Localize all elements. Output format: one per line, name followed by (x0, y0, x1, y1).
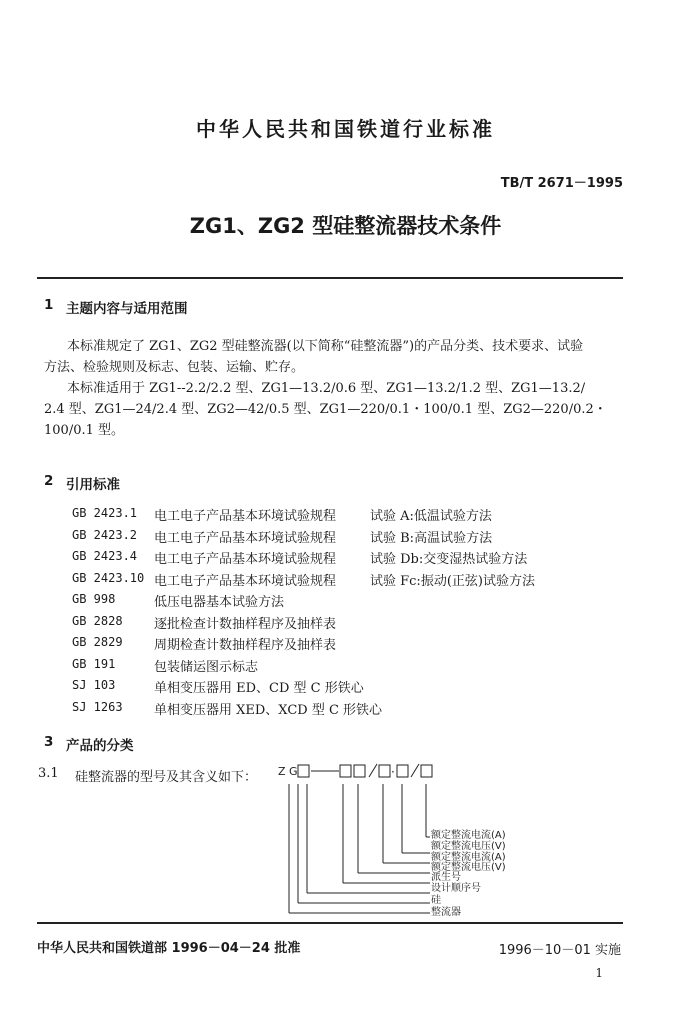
section-3-number: 3 (44, 734, 54, 750)
subsection-3-1-text: 硅整流器的型号及其含义如下： (75, 770, 258, 785)
legend-label: 硅 (431, 895, 441, 906)
reference-test: 试验 B:高温试验方法 (370, 531, 493, 546)
reference-code: GB 2423.1 (72, 506, 138, 520)
reference-name: 单相变压器用 ED、CD 型 C 形铁心 (154, 681, 364, 696)
model-prefix: Z G (278, 765, 298, 778)
section-2-number: 2 (44, 473, 54, 489)
reference-name: 低压电器基本试验方法 (154, 595, 285, 610)
reference-code: GB 2829 (72, 635, 123, 649)
reference-name: 电工电子产品基本环境试验规程 (154, 552, 337, 567)
reference-code: GB 2423.2 (72, 528, 138, 542)
section-1-para-1-line-2: 方法、检验规则及标志、包装、运输、贮存。 (44, 360, 305, 375)
legend-label: 整流器 (431, 907, 461, 918)
legend-label: 派生号 (431, 872, 461, 883)
reference-name: 电工电子产品基本环境试验规程 (154, 574, 337, 589)
section-1-para-2-line-2: 2.4 型、ZG1—24/2.4 型、ZG2—42/0.5 型、ZG1—220/0.1・100/0.1 型、ZG2—220/0.2・ (44, 402, 607, 417)
section-1-number: 1 (44, 297, 54, 313)
section-2-title: 引用标准 (66, 477, 120, 493)
document-title: ZG1、ZG2 型硅整流器技术条件 (189, 214, 502, 238)
reference-code: GB 2423.10 (72, 571, 145, 585)
reference-code: SJ 1263 (72, 700, 123, 714)
reference-code: GB 2423.4 (72, 549, 138, 563)
section-1-para-1-line-1: 本标准规定了 ZG1、ZG2 型硅整流器(以下简称“硅整流器”)的产品分类、技术要求、试验 (67, 339, 584, 354)
reference-test: 试验 Db:交变湿热试验方法 (370, 552, 528, 567)
model-designation-diagram (0, 760, 691, 925)
reference-test: 试验 A:低温试验方法 (370, 509, 492, 524)
reference-name: 周期检查计数抽样程序及抽样表 (154, 638, 337, 653)
reference-name: 电工电子产品基本环境试验规程 (154, 509, 337, 524)
reference-code: GB 998 (72, 592, 116, 606)
effective-date: 1996－10－01 实施 (498, 943, 621, 958)
reference-name: 逐批检查计数抽样程序及抽样表 (154, 617, 337, 632)
reference-test: 试验 Fc:振动(正弦)试验方法 (370, 574, 535, 589)
reference-name: 包装储运图示标志 (154, 660, 259, 675)
subsection-3-1-number: 3.1 (38, 766, 59, 781)
legend-label: 设计顺序号 (431, 883, 481, 894)
legend-label: 额定整流电流(A) (431, 852, 506, 863)
section-1-para-2-line-3: 100/0.1 型。 (44, 423, 124, 438)
legend-label: 额定整流电压(V) (431, 841, 506, 852)
footer-rule (37, 922, 623, 924)
reference-code: GB 191 (72, 657, 116, 671)
reference-name: 电工电子产品基本环境试验规程 (154, 531, 337, 546)
section-3-title: 产品的分类 (66, 738, 134, 754)
section-1-title: 主题内容与适用范围 (66, 301, 188, 317)
legend-label: 额定整流电流(A) (431, 830, 506, 841)
section-1-para-2-line-1: 本标准适用于 ZG1--2.2/2.2 型、ZG1—13.2/0.6 型、ZG1—13.2/1.2 型、ZG1—13.2/ (67, 381, 586, 396)
page-number: 1 (595, 966, 603, 980)
legend-label: 额定整流电压(V) (431, 862, 506, 873)
reference-name: 单相变压器用 XED、XCD 型 C 形铁心 (154, 703, 383, 718)
model-separator-dot: · (391, 765, 395, 779)
header-rule (37, 277, 623, 279)
reference-code: SJ 103 (72, 678, 116, 692)
org-title: 中华人民共和国铁道行业标准 (196, 117, 495, 141)
issued-by: 中华人民共和国铁道部 1996－04－24 批准 (37, 941, 301, 956)
reference-code: GB 2828 (72, 614, 123, 628)
standard-code: TB/T 2671－1995 (500, 176, 623, 191)
